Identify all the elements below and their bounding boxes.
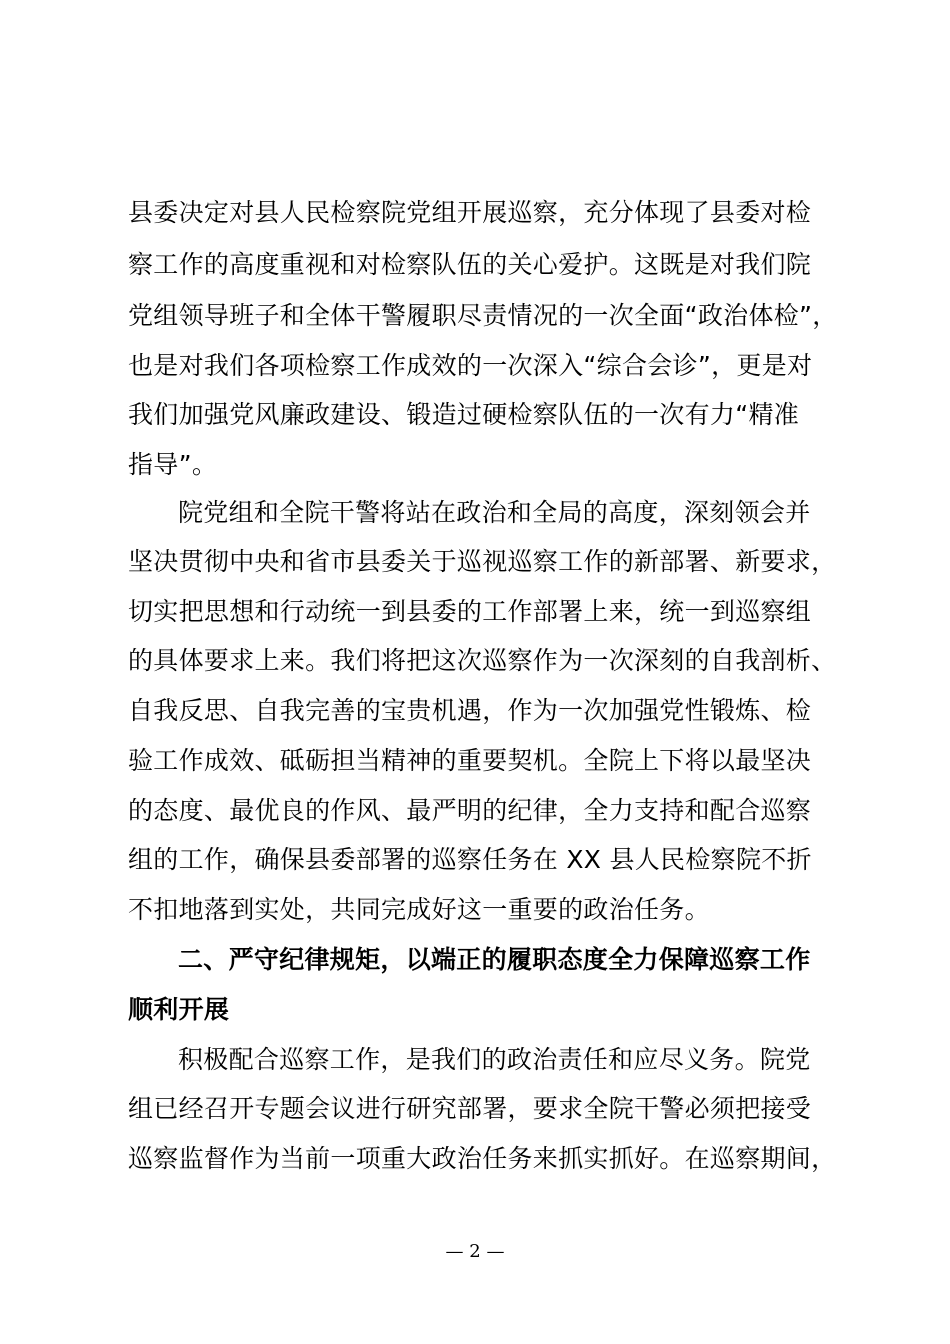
section-heading-2-line-1: 二、严守纪律规矩，以端正的履职态度全力保障巡察工作 [178, 945, 811, 974]
paragraph-2-line-1: 院党组和全院干警将站在政治和全局的高度，深刻领会并 [178, 498, 811, 527]
paragraph-2-line-4: 的具体要求上来。我们将把这次巡察作为一次深刻的自我剖析、 [128, 646, 837, 675]
paragraph-2-line-5: 自我反思、自我完善的宝贵机遇，作为一次加强党性锻炼、检 [128, 696, 812, 725]
paragraph-3-line-3: 巡察监督作为当前一项重大政治任务来抓实抓好。在巡察期间， [128, 1144, 837, 1173]
paragraph-3-line-1: 积极配合巡察工作，是我们的政治责任和应尽义务。院党 [178, 1045, 811, 1074]
paragraph-2-line-3: 切实把思想和行动统一到县委的工作部署上来，统一到巡察组 [128, 597, 812, 626]
paragraph-1-line-5: 我们加强党风廉政建设、锻造过硬检察队伍的一次有力“精准 [128, 400, 800, 429]
paragraph-1-line-3: 党组领导班子和全体干警履职尽责情况的一次全面“政治体检”， [128, 301, 838, 330]
paragraph-3-line-2: 组已经召开专题会议进行研究部署，要求全院干警必须把接受 [128, 1094, 812, 1123]
section-heading-2-line-2: 顺利开展 [128, 995, 230, 1024]
paragraph-2-line-2: 坚决贯彻中央和省市县委关于巡视巡察工作的新部署、新要求， [128, 547, 837, 576]
paragraph-2-line-7: 的态度、最优良的作风、最严明的纪律，全力支持和配合巡察 [128, 796, 812, 825]
page-number: — 2 — [445, 1241, 505, 1262]
paragraph-1-line-6: 指导”。 [128, 450, 218, 479]
paragraph-1-line-2: 察工作的高度重视和对检察队伍的关心爱护。这既是对我们院 [128, 250, 812, 279]
paragraph-1-line-4: 也是对我们各项检察工作成效的一次深入“综合会诊”，更是对 [128, 351, 813, 380]
paragraph-1-line-1: 县委决定对县人民检察院党组开展巡察，充分体现了县委对检 [128, 198, 812, 227]
paragraph-2-line-8: 组的工作，确保县委部署的巡察任务在 XX 县人民检察院不折 [128, 845, 812, 874]
paragraph-2-line-6: 验工作成效、砥砺担当精神的重要契机。全院上下将以最坚决 [128, 746, 812, 775]
paragraph-2-line-9: 不扣地落到实处，共同完成好这一重要的政治任务。 [128, 895, 710, 924]
